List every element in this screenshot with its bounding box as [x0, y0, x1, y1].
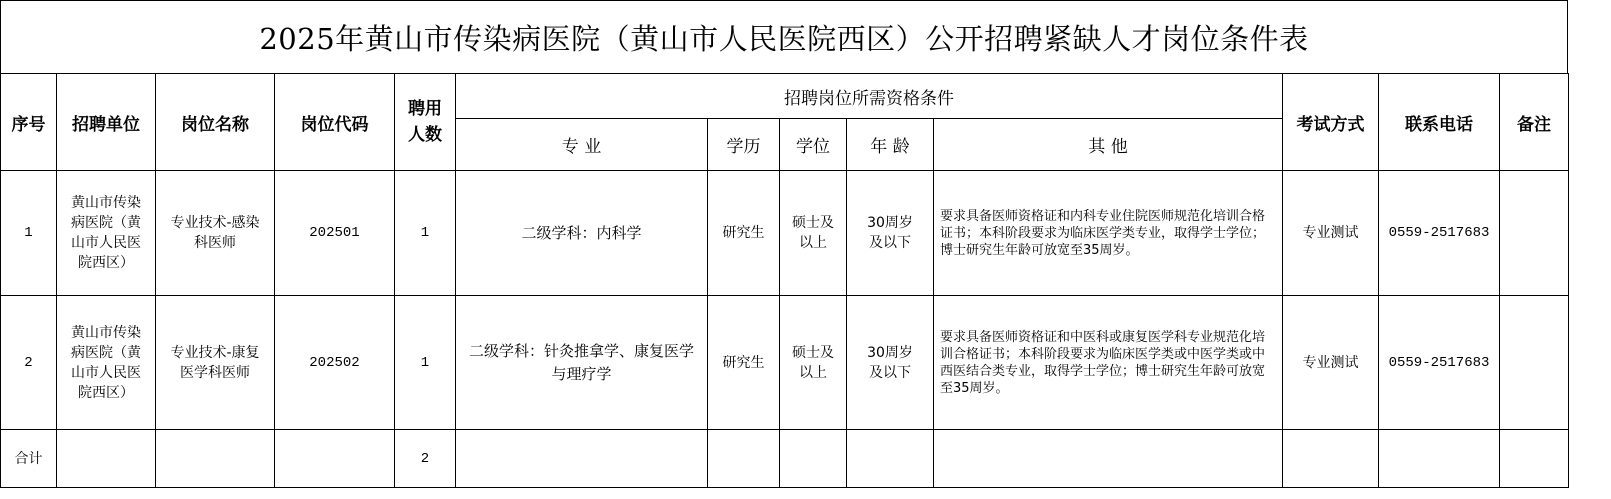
cell-exam: 专业测试 — [1283, 296, 1379, 430]
total-label: 合计 — [1, 430, 57, 488]
cell-phone: 0559-2517683 — [1379, 296, 1500, 430]
cell-post-name: 专业技术-康复医学科医师 — [156, 296, 275, 430]
total-empty-degree — [780, 430, 847, 488]
total-empty-phone — [1379, 430, 1500, 488]
cell-major: 二级学科：内科学 — [456, 171, 708, 296]
header-post-name: 岗位名称 — [156, 74, 275, 171]
cell-seq: 1 — [1, 171, 57, 296]
cell-age: 30周岁及以下 — [847, 171, 934, 296]
cell-other: 要求具备医师资格证和中医科或康复医学科专业规范化培训合格证书；本科阶段要求为临床医学类或中医学类或中西医结合类专业，取得学士学位；博士研究生年龄可放宽至35周岁。 — [934, 296, 1283, 430]
total-empty-age — [847, 430, 934, 488]
total-empty-other — [934, 430, 1283, 488]
total-empty-exam — [1283, 430, 1379, 488]
table-row — [1, 296, 1569, 430]
header-major: 专 业 — [456, 119, 708, 171]
total-empty-major — [456, 430, 708, 488]
cell-remark — [1500, 296, 1569, 430]
header-remark: 备注 — [1500, 74, 1569, 171]
header-age: 年 龄 — [847, 119, 934, 171]
total-count: 2 — [395, 430, 456, 488]
header-exam: 考试方式 — [1283, 74, 1379, 171]
header-education: 学历 — [708, 119, 780, 171]
cell-seq: 2 — [1, 296, 57, 430]
header-degree: 学位 — [780, 119, 847, 171]
cell-exam: 专业测试 — [1283, 171, 1379, 296]
cell-degree: 硕士及以上 — [780, 171, 847, 296]
total-empty-education — [708, 430, 780, 488]
cell-unit: 黄山市传染病医院（黄山市人民医院西区） — [57, 296, 156, 430]
cell-education: 研究生 — [708, 296, 780, 430]
header-phone: 联系电话 — [1379, 74, 1500, 171]
cell-count: 1 — [395, 171, 456, 296]
page-title: 2025年黄山市传染病医院（黄山市人民医院西区）公开招聘紧缺人才岗位条件表 — [0, 0, 1568, 73]
cell-phone: 0559-2517683 — [1379, 171, 1500, 296]
total-empty-unit — [57, 430, 156, 488]
conditions-table — [0, 73, 1569, 488]
cell-degree: 硕士及以上 — [780, 296, 847, 430]
cell-major: 二级学科：针灸推拿学、康复医学与理疗学 — [456, 296, 708, 430]
cell-post-code: 202502 — [275, 296, 395, 430]
cell-post-name: 专业技术-感染科医师 — [156, 171, 275, 296]
header-seq: 序号 — [1, 74, 57, 171]
header-unit: 招聘单位 — [57, 74, 156, 171]
header-other: 其 他 — [934, 119, 1283, 171]
cell-other: 要求具备医师资格证和内科专业住院医师规范化培训合格证书；本科阶段要求为临床医学类专业，取得学士学位；博士研究生年龄可放宽至35周岁。 — [934, 171, 1283, 296]
cell-count: 1 — [395, 296, 456, 430]
header-count: 聘用人数 — [395, 74, 456, 171]
table-row — [1, 171, 1569, 296]
cell-unit: 黄山市传染病医院（黄山市人民医院西区） — [57, 171, 156, 296]
cell-age: 30周岁及以下 — [847, 296, 934, 430]
header-post-code: 岗位代码 — [275, 74, 395, 171]
cell-post-code: 202501 — [275, 171, 395, 296]
total-row — [1, 430, 1569, 488]
cell-remark — [1500, 171, 1569, 296]
header-conditions: 招聘岗位所需资格条件 — [456, 74, 1283, 119]
total-empty-post-code — [275, 430, 395, 488]
cell-education: 研究生 — [708, 171, 780, 296]
header-row-1 — [1, 74, 1569, 119]
total-empty-post-name — [156, 430, 275, 488]
total-empty-remark — [1500, 430, 1569, 488]
